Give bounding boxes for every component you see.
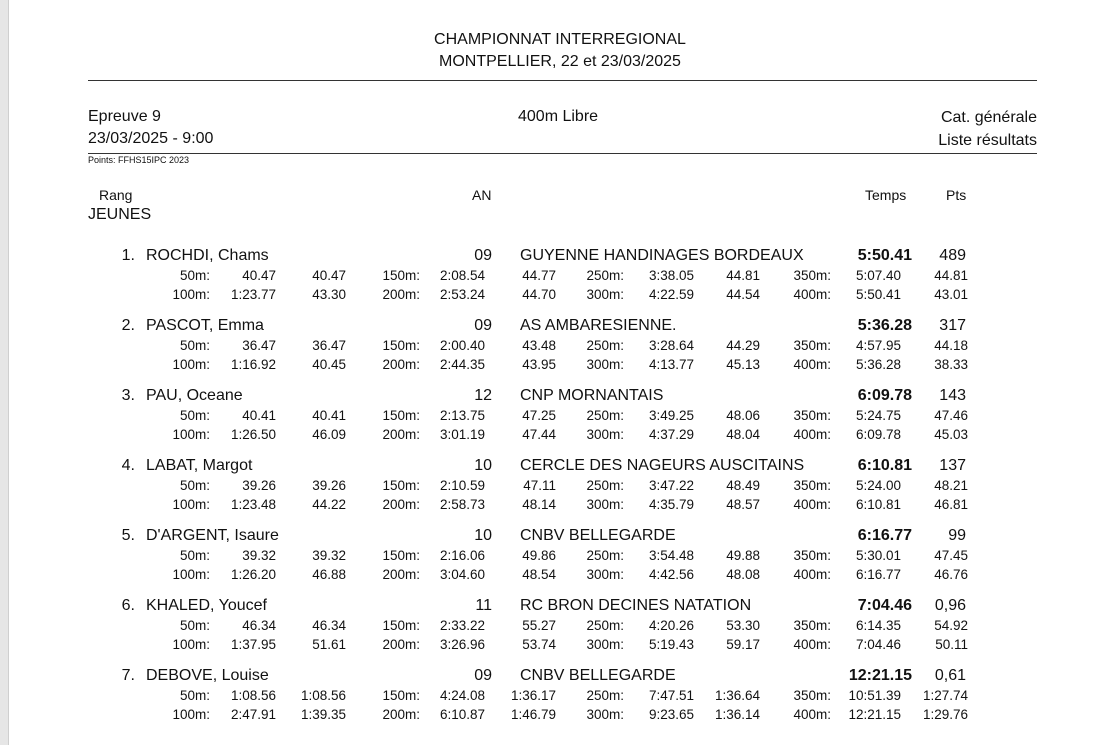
final-time: 6:10.81 <box>857 457 912 474</box>
split-label: 250m: <box>586 268 624 283</box>
result-rank: 2. <box>121 317 135 334</box>
lap-time: 46.81 <box>934 497 968 512</box>
lap-time: 48.06 <box>726 408 760 423</box>
lap-time: 47.44 <box>522 427 556 442</box>
split-label: 200m: <box>382 707 420 722</box>
split-time: 1:26.20 <box>230 567 276 582</box>
split-label: 50m: <box>179 268 210 283</box>
split-time: 3:54.48 <box>648 548 694 563</box>
split-time: 4:24.08 <box>439 688 485 703</box>
split-time: 3:26.96 <box>439 637 485 652</box>
split-label: 200m: <box>382 567 420 582</box>
points: 99 <box>948 527 966 544</box>
split-time: 4:57.95 <box>855 338 901 353</box>
split-label: 150m: <box>382 688 420 703</box>
split-label: 50m: <box>179 548 210 563</box>
split-time: 6:14.35 <box>855 618 901 633</box>
lap-time: 44.22 <box>312 497 346 512</box>
split-time: 1:26.50 <box>230 427 276 442</box>
points: 317 <box>939 317 966 334</box>
split-time: 2:53.24 <box>439 287 485 302</box>
lap-time: 1:36.14 <box>714 707 760 722</box>
col-header-rank: Rang <box>99 187 133 203</box>
split-label: 250m: <box>586 688 624 703</box>
split-time: 3:47.22 <box>648 478 694 493</box>
lap-time: 48.57 <box>726 497 760 512</box>
lap-time: 1:27.74 <box>922 688 968 703</box>
split-label: 300m: <box>586 357 624 372</box>
split-label: 200m: <box>382 427 420 442</box>
birth-year: 10 <box>474 457 492 474</box>
split-label: 100m: <box>172 357 210 372</box>
lap-time: 44.29 <box>726 338 760 353</box>
birth-year: 11 <box>475 597 492 614</box>
club-name: CNBV BELLEGARDE <box>520 667 676 684</box>
split-time: 5:24.75 <box>855 408 901 423</box>
split-time: 3:49.25 <box>648 408 694 423</box>
swimmer-name: DEBOVE, Louise <box>146 667 269 684</box>
split-time: 5:30.01 <box>855 548 901 563</box>
points: 0,96 <box>934 597 966 614</box>
result-rank: 7. <box>121 667 135 684</box>
club-name: AS AMBARESIENNE. <box>520 317 677 334</box>
lap-time: 47.25 <box>522 408 556 423</box>
split-time: 1:23.77 <box>230 287 276 302</box>
lap-time: 45.03 <box>934 427 968 442</box>
club-name: GUYENNE HANDINAGES BORDEAUX <box>520 247 804 264</box>
lap-time: 40.41 <box>312 408 346 423</box>
lap-time: 48.04 <box>726 427 760 442</box>
col-header-pts: Pts <box>946 187 967 203</box>
split-time: 2:47.91 <box>230 707 276 722</box>
split-label: 200m: <box>382 287 420 302</box>
birth-year: 12 <box>474 387 492 404</box>
split-label: 100m: <box>172 287 210 302</box>
split-label: 250m: <box>586 338 624 353</box>
lap-time: 40.47 <box>312 268 346 283</box>
split-label: 400m: <box>793 287 831 302</box>
split-time: 46.34 <box>242 618 276 633</box>
split-label: 50m: <box>179 618 210 633</box>
split-time: 1:16.92 <box>230 357 276 372</box>
lap-time: 43.95 <box>522 357 556 372</box>
split-label: 150m: <box>382 478 420 493</box>
event-name: 400m Libre <box>518 108 599 125</box>
birth-year: 09 <box>474 247 492 264</box>
split-time: 2:10.59 <box>439 478 485 493</box>
split-label: 50m: <box>179 338 210 353</box>
event-rule <box>88 153 1037 154</box>
lap-time: 43.48 <box>522 338 556 353</box>
lap-time: 49.86 <box>522 548 556 563</box>
split-time: 5:07.40 <box>855 268 901 283</box>
split-time: 40.47 <box>242 268 276 283</box>
split-label: 350m: <box>793 478 831 493</box>
split-time: 2:33.22 <box>439 618 485 633</box>
split-label: 350m: <box>793 688 831 703</box>
document-title: CHAMPIONNAT INTERREGIONAL <box>434 31 686 48</box>
final-time: 12:21.15 <box>848 667 912 684</box>
split-time: 3:28.64 <box>648 338 694 353</box>
split-time: 1:08.56 <box>230 688 276 703</box>
points: 0,61 <box>934 667 966 684</box>
points: 137 <box>939 457 966 474</box>
split-label: 300m: <box>586 427 624 442</box>
lap-time: 47.45 <box>934 548 968 563</box>
points-note: Points: FFHS15IPC 2023 <box>88 155 190 165</box>
document-subtitle: MONTPELLIER, 22 et 23/03/2025 <box>439 53 681 70</box>
event-number: Epreuve 9 <box>88 108 161 125</box>
split-label: 350m: <box>793 548 831 563</box>
lap-time: 46.88 <box>312 567 346 582</box>
split-time: 12:21.15 <box>848 707 901 722</box>
split-label: 250m: <box>586 548 624 563</box>
lap-time: 44.18 <box>934 338 968 353</box>
event-datetime: 23/03/2025 - 9:00 <box>88 130 214 147</box>
split-label: 100m: <box>172 567 210 582</box>
split-label: 350m: <box>793 618 831 633</box>
lap-time: 48.49 <box>726 478 760 493</box>
lap-time: 1:36.64 <box>714 688 760 703</box>
split-label: 300m: <box>586 287 624 302</box>
split-time: 7:47.51 <box>648 688 694 703</box>
split-time: 2:00.40 <box>439 338 485 353</box>
split-time: 5:19.43 <box>648 637 694 652</box>
split-label: 150m: <box>382 338 420 353</box>
split-time: 6:10.81 <box>855 497 901 512</box>
split-label: 250m: <box>586 618 624 633</box>
lap-time: 43.01 <box>934 287 968 302</box>
split-label: 50m: <box>179 478 210 493</box>
lap-time: 36.47 <box>312 338 346 353</box>
page-left-edge <box>0 0 9 745</box>
lap-time: 46.34 <box>312 618 346 633</box>
split-label: 250m: <box>586 478 624 493</box>
result-rank: 1. <box>121 247 135 264</box>
lap-time: 51.61 <box>312 637 346 652</box>
split-time: 4:20.26 <box>648 618 694 633</box>
final-time: 6:09.78 <box>857 387 912 404</box>
event-list-type: Liste résultats <box>938 132 1037 149</box>
lap-time: 48.08 <box>726 567 760 582</box>
lap-time: 48.14 <box>522 497 556 512</box>
lap-time: 1:39.35 <box>300 707 346 722</box>
split-time: 5:24.00 <box>855 478 901 493</box>
split-label: 50m: <box>179 688 210 703</box>
club-name: CERCLE DES NAGEURS AUSCITAINS <box>520 457 805 474</box>
split-time: 2:16.06 <box>439 548 485 563</box>
split-label: 150m: <box>382 408 420 423</box>
lap-time: 47.46 <box>934 408 968 423</box>
split-time: 6:10.87 <box>439 707 485 722</box>
lap-time: 44.54 <box>726 287 760 302</box>
split-time: 7:04.46 <box>855 637 901 652</box>
lap-time: 54.92 <box>934 618 968 633</box>
split-label: 200m: <box>382 497 420 512</box>
split-time: 6:09.78 <box>855 427 901 442</box>
split-time: 3:01.19 <box>439 427 485 442</box>
points: 489 <box>939 247 966 264</box>
lap-time: 53.74 <box>522 637 556 652</box>
split-label: 100m: <box>172 427 210 442</box>
lap-time: 39.32 <box>312 548 346 563</box>
lap-time: 44.70 <box>522 287 556 302</box>
final-time: 5:50.41 <box>857 247 912 264</box>
club-name: CNP MORNANTAIS <box>520 387 664 404</box>
split-time: 6:16.77 <box>855 567 901 582</box>
swimmer-name: PAU, Oceane <box>146 387 243 404</box>
split-time: 36.47 <box>242 338 276 353</box>
points: 143 <box>939 387 966 404</box>
result-rank: 4. <box>121 457 135 474</box>
split-label: 150m: <box>382 268 420 283</box>
split-time: 39.32 <box>242 548 276 563</box>
result-rank: 5. <box>121 527 135 544</box>
split-time: 39.26 <box>242 478 276 493</box>
club-name: RC BRON DECINES NATATION <box>520 597 752 614</box>
split-time: 5:50.41 <box>855 287 901 302</box>
lap-time: 49.88 <box>726 548 760 563</box>
split-label: 300m: <box>586 707 624 722</box>
lap-time: 55.27 <box>522 618 556 633</box>
split-label: 400m: <box>793 637 831 652</box>
swimmer-name: D'ARGENT, Isaure <box>146 527 279 544</box>
split-label: 250m: <box>586 408 624 423</box>
lap-time: 1:29.76 <box>922 707 968 722</box>
result-rank: 6. <box>121 597 135 614</box>
swimmer-name: PASCOT, Emma <box>146 317 264 334</box>
col-header-an: AN <box>472 187 492 203</box>
lap-time: 44.81 <box>934 268 968 283</box>
split-time: 1:37.95 <box>230 637 276 652</box>
split-time: 2:44.35 <box>439 357 485 372</box>
split-label: 400m: <box>793 357 831 372</box>
split-label: 100m: <box>172 497 210 512</box>
lap-time: 44.81 <box>726 268 760 283</box>
split-time: 5:36.28 <box>855 357 901 372</box>
club-name: CNBV BELLEGARDE <box>520 527 676 544</box>
split-time: 3:04.60 <box>439 567 485 582</box>
split-time: 2:08.54 <box>439 268 485 283</box>
split-label: 350m: <box>793 408 831 423</box>
split-label: 300m: <box>586 497 624 512</box>
lap-time: 50.11 <box>935 637 968 652</box>
split-label: 100m: <box>172 707 210 722</box>
lap-time: 48.21 <box>934 478 968 493</box>
split-label: 150m: <box>382 548 420 563</box>
split-time: 4:37.29 <box>648 427 694 442</box>
split-time: 4:22.59 <box>648 287 694 302</box>
lap-time: 39.26 <box>312 478 346 493</box>
birth-year: 10 <box>474 527 492 544</box>
lap-time: 46.09 <box>312 427 346 442</box>
lap-time: 40.45 <box>312 357 346 372</box>
swimmer-name: KHALED, Youcef <box>146 597 267 614</box>
split-label: 150m: <box>382 618 420 633</box>
split-label: 350m: <box>793 268 831 283</box>
lap-time: 47.11 <box>523 478 556 493</box>
result-rank: 3. <box>121 387 135 404</box>
lap-time: 46.76 <box>934 567 968 582</box>
split-label: 200m: <box>382 637 420 652</box>
lap-time: 44.77 <box>522 268 556 283</box>
lap-time: 38.33 <box>934 357 968 372</box>
event-category: Cat. générale <box>940 109 1037 126</box>
split-time: 2:58.73 <box>439 497 485 512</box>
split-label: 400m: <box>793 567 831 582</box>
split-label: 400m: <box>793 497 831 512</box>
final-time: 6:16.77 <box>857 527 912 544</box>
lap-time: 59.17 <box>726 637 760 652</box>
split-time: 40.41 <box>242 408 276 423</box>
split-label: 400m: <box>793 427 831 442</box>
lap-time: 1:46.79 <box>510 707 556 722</box>
lap-time: 53.30 <box>726 618 760 633</box>
split-label: 400m: <box>793 707 831 722</box>
split-time: 1:23.48 <box>230 497 276 512</box>
group-label: JEUNES <box>88 206 152 223</box>
split-label: 100m: <box>172 637 210 652</box>
swimmer-name: ROCHDI, Chams <box>146 247 269 264</box>
lap-time: 1:08.56 <box>300 688 346 703</box>
lap-time: 45.13 <box>726 357 760 372</box>
split-label: 50m: <box>179 408 210 423</box>
split-label: 300m: <box>586 637 624 652</box>
split-time: 4:42.56 <box>648 567 694 582</box>
split-label: 200m: <box>382 357 420 372</box>
final-time: 5:36.28 <box>857 317 912 334</box>
lap-time: 43.30 <box>312 287 346 302</box>
header-rule <box>88 80 1037 81</box>
birth-year: 09 <box>474 667 492 684</box>
lap-time: 48.54 <box>522 567 556 582</box>
split-time: 3:38.05 <box>648 268 694 283</box>
split-time: 2:13.75 <box>439 408 485 423</box>
split-time: 4:35.79 <box>648 497 694 512</box>
birth-year: 09 <box>474 317 492 334</box>
final-time: 7:04.46 <box>857 597 912 614</box>
split-time: 10:51.39 <box>848 688 901 703</box>
col-header-time: Temps <box>865 187 907 203</box>
split-time: 9:23.65 <box>648 707 694 722</box>
split-label: 300m: <box>586 567 624 582</box>
split-time: 4:13.77 <box>648 357 694 372</box>
lap-time: 1:36.17 <box>510 688 556 703</box>
split-label: 350m: <box>793 338 831 353</box>
swimmer-name: LABAT, Margot <box>146 457 253 474</box>
